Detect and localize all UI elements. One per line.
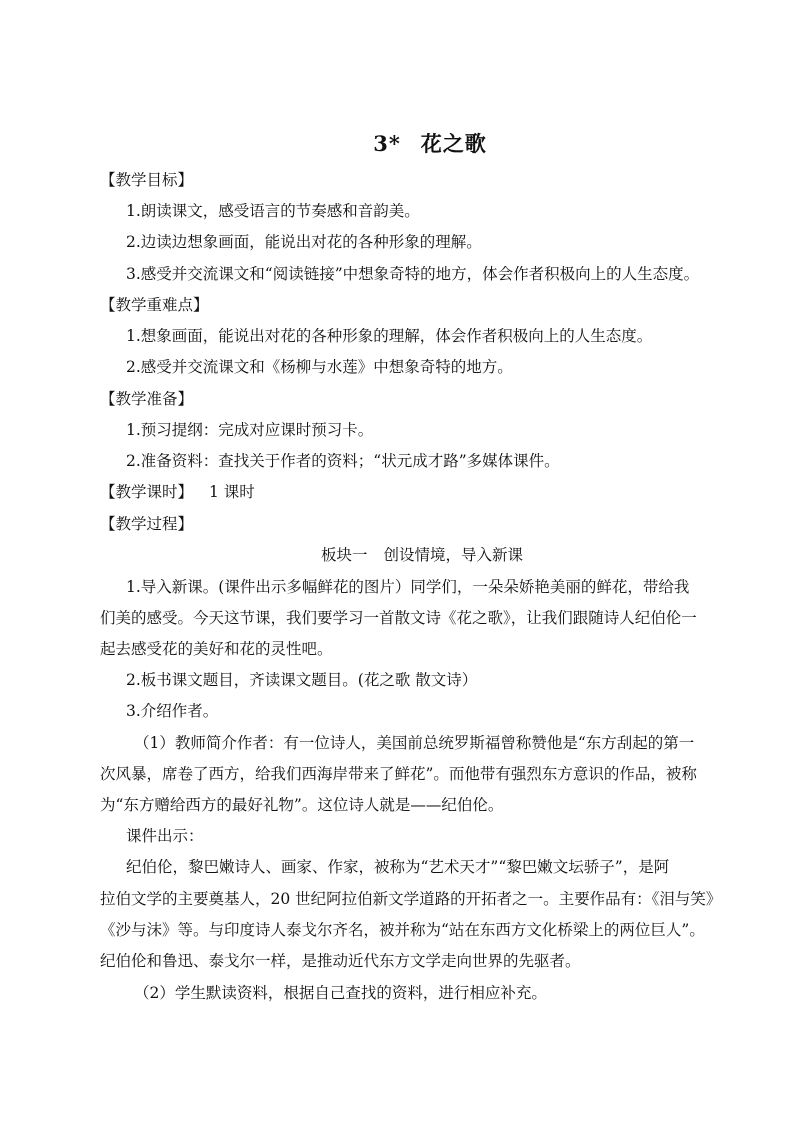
paragraph-line: 纪伯伦，黎巴嫩诗人、画家、作家，被称为“艺术天才”“黎巴嫩文坛骄子”，是阿 xyxy=(126,858,670,876)
section-label-key-points: 【教学重难点】 xyxy=(100,296,209,314)
paragraph-line: 课件出示： xyxy=(126,827,204,845)
paragraph-line: 拉伯文学的主要奠基人，20 世纪阿拉伯新文学道路的开拓者之一。主要作品有：《泪与笑》 xyxy=(100,890,722,908)
paragraph-line: （2）学生默读资料，根据自己查找的资料，进行相应补充。 xyxy=(134,984,547,1002)
paragraph-line: 为“东方赠给西方的最好礼物”。这位诗人就是——纪伯伦。 xyxy=(100,796,504,814)
paragraph-line: 纪伯伦和鲁迅、泰戈尔一样，是推动近代东方文学走向世界的先驱者。 xyxy=(100,952,581,970)
section-label-process: 【教学过程】 xyxy=(100,515,194,533)
paragraph-line: 3.介绍作者。 xyxy=(126,702,219,720)
section-label-preparation: 【教学准备】 xyxy=(100,390,194,408)
prep-item: 1.预习提纲：完成对应课时预习卡。 xyxy=(126,421,374,439)
paragraph-line: 起去感受花的美好和花的灵性吧。 xyxy=(100,640,333,658)
paragraph-line: 们美的感受。今天这节课，我们要学习一首散文诗《花之歌》，让我们跟随诗人纪伯伦一 xyxy=(100,609,697,627)
goal-item: 3.感受并交流课文和“阅读链接”中想象奇特的地方，体会作者积极向上的人生态度。 xyxy=(126,265,700,283)
page-title xyxy=(0,128,794,158)
key-point-item: 1.想象画面，能说出对花的各种形象的理解，体会作者积极向上的人生态度。 xyxy=(126,327,653,345)
block-heading-title: 创设情境，导入新课 xyxy=(383,546,524,564)
key-point-item: 2.感受并交流课文和《杨柳与水莲》中想象奇特的地方。 xyxy=(126,358,513,376)
paragraph-line: 1.导入新课。(课件出示多幅鲜花的图片）同学们，一朵朵娇艳美丽的鲜花，带给我 xyxy=(126,578,690,596)
hours-value: 1 课时 xyxy=(209,483,255,501)
block-heading-number: 板块一 xyxy=(320,546,368,564)
paragraph-line: 《沙与沫》等。与印度诗人泰戈尔齐名，被并称为“站在东西方文化桥梁上的两位巨人”。 xyxy=(100,921,705,939)
paragraph-line: （1）教师简介作者：有一位诗人，美国前总统罗斯福曾称赞他是“东方刮起的第一 xyxy=(134,734,695,752)
paragraph-line: 2.板书课文题目，齐读课文题目。(花之歌 散文诗） xyxy=(126,671,478,689)
title-number: 3* xyxy=(373,131,401,156)
goal-item: 1.朗读课文，感受语言的节奏感和音韵美。 xyxy=(126,202,420,220)
block-heading xyxy=(0,545,794,565)
paragraph-line: 次风暴，席卷了西方，给我们西海岸带来了鲜花”。而他带有强烈东方意识的作品，被称 xyxy=(100,765,697,783)
section-label-goals: 【教学目标】 xyxy=(100,171,194,189)
section-label-hours: 【教学课时】 xyxy=(100,483,194,501)
title-name: 花之歌 xyxy=(420,131,487,156)
prep-item: 2.准备资料：查找关于作者的资料；“状元成才路”多媒体课件。 xyxy=(126,452,560,470)
section-hours xyxy=(100,482,255,502)
goal-item: 2.边读边想象画面，能说出对花的各种形象的理解。 xyxy=(126,233,482,251)
